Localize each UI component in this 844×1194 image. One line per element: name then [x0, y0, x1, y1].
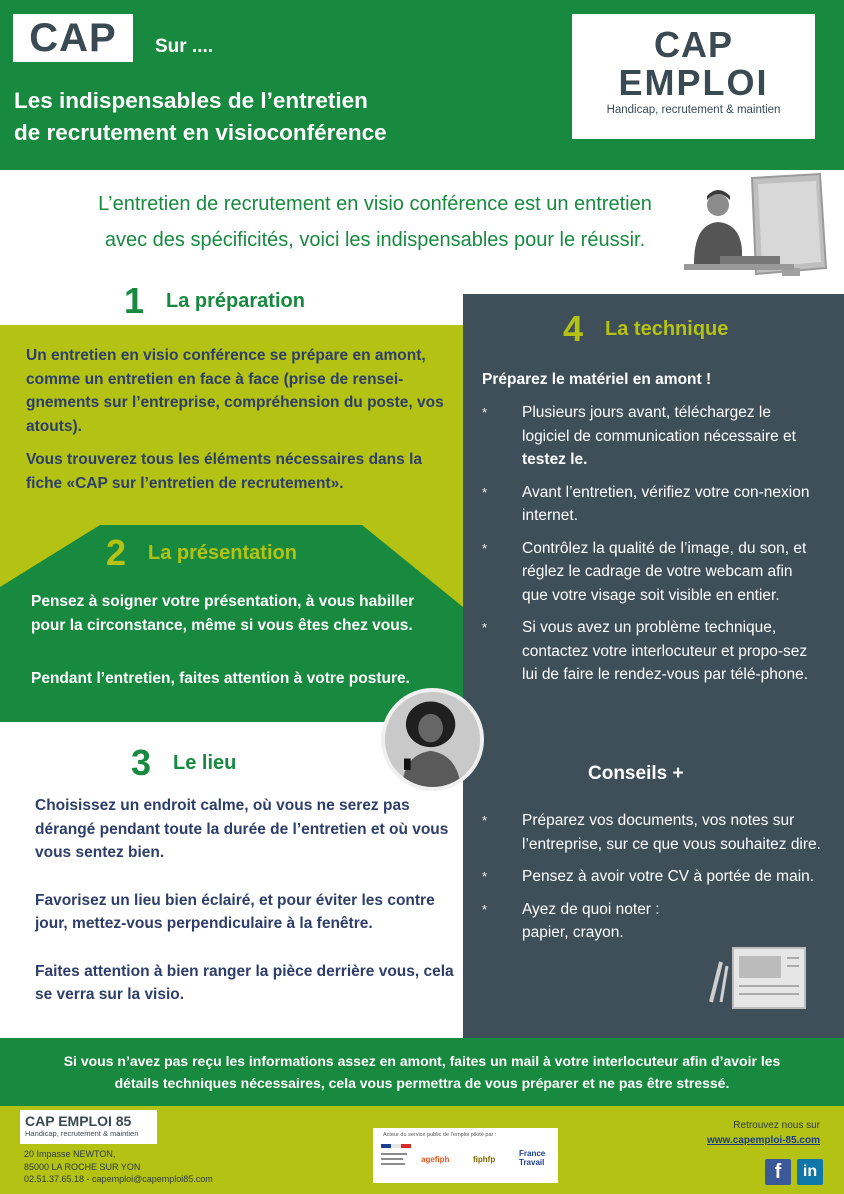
- section1-heading: [124, 280, 305, 322]
- section1-title: La préparation: [166, 289, 305, 312]
- section4-title: La technique: [605, 317, 729, 340]
- section2-number: 2: [106, 532, 127, 573]
- section2-title: La présentation: [148, 541, 297, 564]
- retrouvez-label: Retrouvez nous sur: [733, 1120, 820, 1131]
- ministry-logo-icon: [381, 1144, 411, 1174]
- technique-item-2-text: Avant l’entretien, vérifiez votre con-nexion internet.: [522, 483, 810, 524]
- section3-paragraph-1: Choisissez un endroit calme, où vous ne serez pas dérangé pendant toute la durée de l’entretien et où vous vous sentez bien.: [35, 797, 449, 861]
- woman-avatar-icon: [381, 688, 484, 791]
- intro-line2: avec des spécificités, voici les indispensables pour le réussir.: [104, 229, 646, 251]
- header-sur: Sur ....: [155, 36, 214, 57]
- cap-emploi-logo-line1: CAP: [653, 24, 733, 65]
- cap-logo: [13, 14, 133, 62]
- list-item: [482, 809, 827, 856]
- conseil-item-2: Pensez à avoir votre CV à portée de main.: [522, 868, 815, 885]
- footer-logo-title: CAP EMPLOI 85: [25, 1113, 132, 1129]
- bullet-icon: *: [482, 901, 488, 917]
- section3-heading: [131, 742, 236, 784]
- cap-emploi-logo-line2: EMPLOI: [618, 62, 769, 103]
- address-line-3: 02.51.37.65.18 - capemploi@capemploi85.com: [24, 1174, 213, 1184]
- bullet-icon: *: [482, 869, 488, 884]
- section1-block: [0, 325, 463, 525]
- section2-heading: [106, 532, 297, 574]
- page-title-line2: de recrutement en visioconférence: [14, 120, 387, 145]
- section3-paragraph-2: Favorisez un lieu bien éclairé, et pour éviter les contre jour, mettez-vous perpendiculaire à la fenêtre.: [35, 891, 435, 932]
- section4-heading: [563, 308, 728, 350]
- list-item: [482, 616, 822, 687]
- bullet-icon: *: [482, 813, 488, 828]
- footer-logo-tagline: Handicap, recrutement & maintien: [25, 1129, 139, 1138]
- technique-list: [482, 401, 822, 696]
- list-item: [482, 481, 822, 528]
- list-item: [482, 537, 822, 608]
- footer-notice-line1: Si vous n’avez pas reçu les informations assez en amont, faites un mail à votre interlocuteur afin d’avoir les: [63, 1053, 781, 1069]
- page-title-line1: Les indispensables de l’entretien: [14, 88, 368, 113]
- technique-item-3-text: Contrôlez la qualité de l’image, du son, et réglez le cadrage de votre webcam afin que votre visage soit visible en entier.: [522, 539, 807, 604]
- page-title: [14, 85, 387, 149]
- technique-item-4-text: Si vous avez un problème technique, contactez votre interlocuteur et propo-sez lui de faire le rendez-vous par télé-phone.: [522, 619, 809, 683]
- section1-number: 1: [124, 280, 145, 321]
- conseils-title: Conseils +: [588, 763, 684, 784]
- bullet-icon: *: [482, 484, 488, 500]
- cap-logo-text: CAP: [29, 15, 117, 60]
- partners-box: [373, 1128, 558, 1183]
- technique-item-1-text: Plusieurs jours avant, téléchargez le logiciel de communication nécessaire et: [522, 404, 796, 445]
- bullet-icon: *: [482, 620, 488, 635]
- footer: [0, 1106, 844, 1194]
- section2-text: [31, 590, 451, 691]
- conseil-item-1: Préparez vos documents, vos notes sur l’entreprise, sur ce que vous souhaitez dire.: [522, 812, 821, 853]
- section3-paragraph-3: Faites attention à bien ranger la pièce derrière vous, cela se verra sur la visio.: [35, 962, 454, 1003]
- intro-line1: L’entretien de recrutement en visio conférence est un entretien: [98, 193, 652, 215]
- france-travail-logo: France Travail: [519, 1149, 546, 1167]
- intro-text: [40, 186, 710, 258]
- agefiph-logo: agefiph: [421, 1155, 450, 1164]
- section4-subtitle: Préparez le matériel en amont !: [482, 371, 712, 388]
- man-at-computer-icon: [680, 172, 830, 282]
- footer-notice: [0, 1038, 844, 1106]
- conseils-list: [482, 809, 827, 954]
- section2-paragraph-2: Pendant l’entretien, faites attention à votre posture.: [31, 670, 410, 687]
- fiphfp-logo: fiphfp: [473, 1155, 496, 1164]
- partners-caption: Acteur du service public de l’emploi piloté par :: [383, 1132, 497, 1138]
- conseil-item-3: Ayez de quoi noter : papier, crayon.: [522, 900, 660, 941]
- linkedin-icon[interactable]: in: [797, 1159, 823, 1185]
- address-line-2: 85000 LA ROCHE SUR YON: [24, 1161, 141, 1172]
- footer-logo: [20, 1110, 157, 1144]
- section4-number: 4: [563, 308, 584, 349]
- section3-title: Le lieu: [173, 751, 237, 774]
- facebook-icon[interactable]: f: [765, 1159, 791, 1185]
- section3-text: [35, 794, 455, 1007]
- website-link[interactable]: www.capemploi-85.com: [707, 1135, 820, 1146]
- list-item: [482, 865, 827, 889]
- section1-paragraph-1: Un entretien en visio conférence se prépare en amont, comme un entretien en face à face (prise de rensei-gnements sur l’entreprise, compréhension du poste, vos atouts).: [26, 347, 444, 435]
- footer-address: [24, 1148, 213, 1186]
- retrouvez-block: [690, 1118, 820, 1148]
- list-item: [482, 401, 822, 472]
- cap-emploi-logo-tagline: Handicap, recrutement & maintien: [606, 104, 781, 116]
- bullet-icon: *: [482, 405, 488, 420]
- list-item: [482, 898, 827, 945]
- notepad-pencil-icon: [705, 944, 810, 1012]
- address-line-1: 20 Impasse NEWTON,: [24, 1149, 116, 1159]
- cap-emploi-logo: [572, 14, 815, 139]
- section2-paragraph-1: Pensez à soigner votre présentation, à vous habiller pour la circonstance, même si vous êtes chez vous.: [31, 593, 415, 634]
- footer-notice-line2: détails techniques nécessaires, cela vous permettra de vous préparer et ne pas être stressé.: [114, 1075, 730, 1091]
- bullet-icon: *: [482, 540, 488, 556]
- header-banner: [0, 0, 844, 170]
- section1-paragraph-2: Vous trouverez tous les éléments nécessaires dans la fiche «CAP sur l’entretien de recrutement».: [26, 451, 422, 492]
- technique-item-1-bold: testez le.: [522, 451, 588, 468]
- section3-number: 3: [131, 742, 152, 783]
